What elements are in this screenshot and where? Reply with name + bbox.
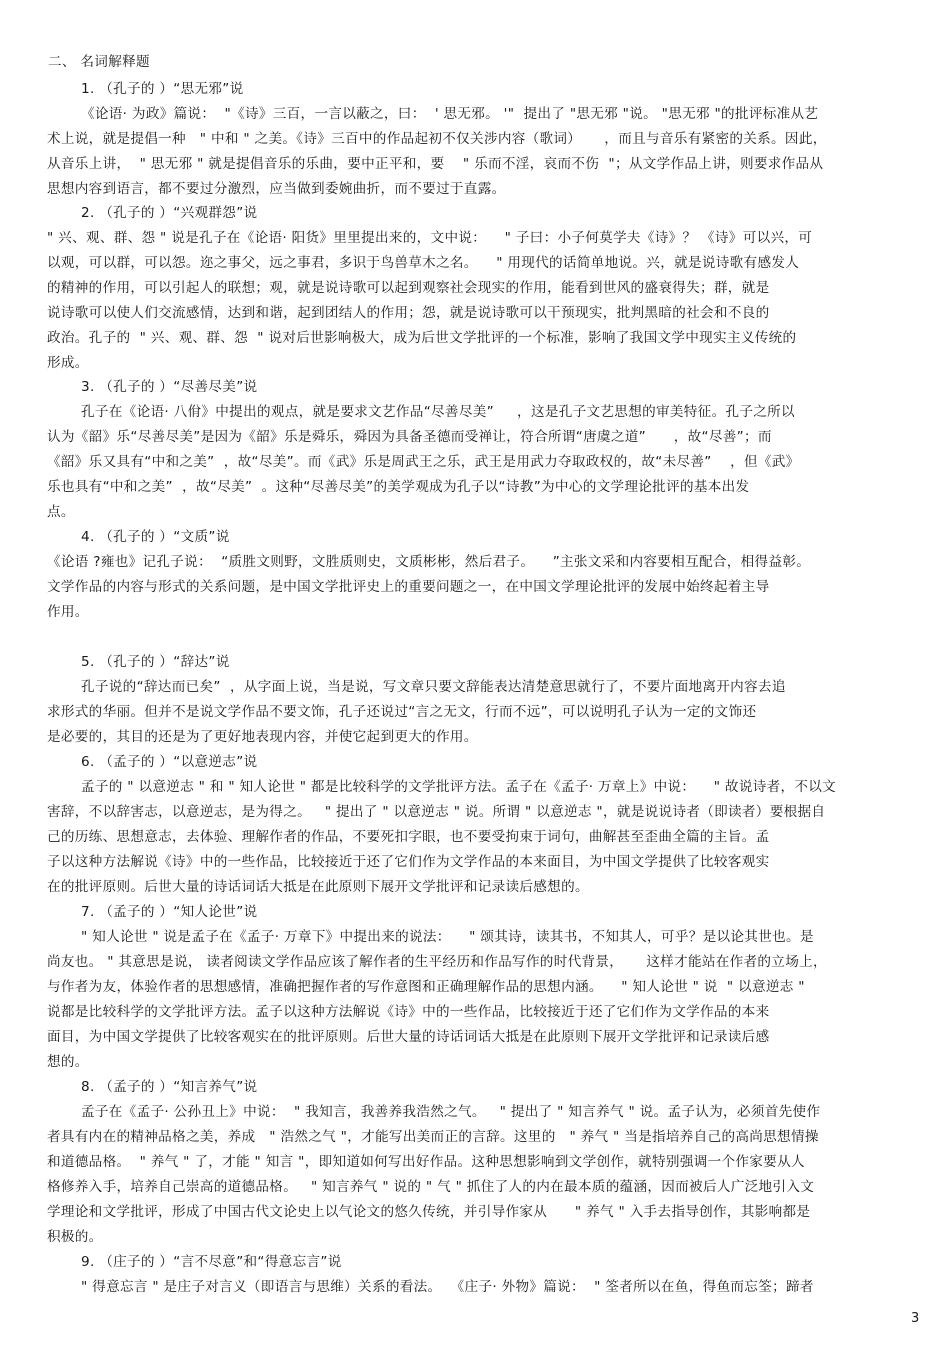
term-heading-8: 8. （孟子的 ）“知言养气”说 xyxy=(81,1079,258,1095)
text-line: 害辞，不以辞害志，以意逆志，是为得之。 " 提出了 " 以意逆志 " 说。所谓 " 以意逆志 "，就是说说诗者（即读者）要根据自 xyxy=(47,804,826,820)
text-line: 在的批评原则。后世大量的诗话词话大抵是在此原则下展开文学批评和记录读后感想的。 xyxy=(47,879,589,895)
page-number: 3 xyxy=(911,1311,920,1326)
term-heading-9: 9. （庄子的 ）“言不尽意”和“得意忘言”说 xyxy=(81,1254,342,1270)
term-heading-2: 2. （孔子的 ）“兴观群怨”说 xyxy=(81,205,258,221)
text-line: 孔子在《论语· 八佾》中提出的观点，就是要求文艺作品“尽善尽美” ，这是孔子文艺思想的审美特征。孔子之所以 xyxy=(81,404,795,420)
term-heading-1: 1. （孔子的 ）“思无邪”说 xyxy=(81,81,244,97)
text-line: 从音乐上讲， " 思无邪 " 就是提倡音乐的乐曲，要中正平和，要 " 乐而不淫，哀而不伤 "；从文学作品上讲，则要求作品从 xyxy=(47,156,824,172)
term-heading-6: 6. （孟子的 ）“以意逆志”说 xyxy=(81,754,258,770)
term-heading-5: 5. （孔子的 ）“辞达”说 xyxy=(81,654,230,670)
text-line: 政治。孔子的 " 兴、观、群、怨 " 说对后世影响极大，成为后世文学批评的一个标准，影响了我国文学中现实主义传统的 xyxy=(47,330,797,346)
text-line: 己的历练、思想意志，去体验、理解作者的作品，不要死扣字眼，也不要受拘束于词句，曲解甚至歪曲全篇的主旨。孟 xyxy=(47,829,770,845)
text-line: 和道德品格。 " 养气 " 了，才能 " 知言 "，即知道如何写出好作品。这种思想影响到文学创作，就特别强调一个作家要从人 xyxy=(47,1154,805,1170)
text-line: 术上说，就是提倡一种 " 中和 " 之美。《诗》三百中的作品起初不仅关涉内容（歌词） ，而且与音乐有紧密的关系。因此， xyxy=(47,131,827,147)
text-line: 《论语 ?雍也》记孔子说： “质胜文则野，文胜质则史，文质彬彬，然后君子。 ”主张文采和内容要相互配合，相得益彰。 xyxy=(47,554,811,570)
text-line: " 兴、观、群、怨 " 说是孔子在《论语· 阳货》里里提出来的，文中说： " 子曰：小子何莫学夫《诗》？ 《诗》可以兴，可 xyxy=(47,230,813,246)
text-line: 孟子在《孟子· 公孙丑上》中说： " 我知言，我善养我浩然之气。 " 提出了 " 知言养气 " 说。孟子认为，必须首先使作 xyxy=(81,1104,821,1120)
text-line: 格修养入手，培养自己崇高的道德品格。 " 知言养气 " 说的 " 气 " 抓住了人的内在最本质的蕴涵，因而被后人广泛地引入文 xyxy=(47,1179,815,1195)
text-line: 学理论和文学批评，形成了中国古代文论史上以气论文的悠久传统，并引导作家从 " 养气 " 入手去指导创作，其影响都是 xyxy=(47,1204,811,1220)
text-line: 以观，可以群，可以怨。迩之事父，远之事君，多识于鸟兽草木之名。 " 用现代的话简单地说。兴，就是说诗歌有感发人 xyxy=(47,255,800,271)
text-line: 文学作品的内容与形式的关系问题，是中国文学批评史上的重要问题之一，在中国文学理论批评的发展中始终起着主导 xyxy=(47,579,770,595)
text-line: 求形式的华丽。但并不是说文学作品不要文饰，孔子还说过“言之无文，行而不远”，可以说明孔子认为一定的文饰还 xyxy=(47,704,757,720)
term-heading-4: 4. （孔子的 ）“文质”说 xyxy=(81,529,230,545)
text-line: 的精神的作用，可以引起人的联想；观，就是说诗歌可以起到观察社会现实的作用，能看到世风的盛衰得失；群，就是 xyxy=(47,280,770,296)
text-line: 者具有内在的精神品格之美，养成 " 浩然之气 "，才能写出美而正的言辞。这里的 " 养气 " 当是指培养自己的高尚思想情操 xyxy=(47,1129,819,1145)
text-line: 作用。 xyxy=(47,604,89,620)
term-heading-3: 3. （孔子的 ）“尽善尽美”说 xyxy=(81,379,258,395)
text-line: 说诗歌可以使人们交流感情，达到和谐，起到团结人的作用；怨，就是说诗歌可以干预现实，批判黑暗的社会和不良的 xyxy=(47,305,770,321)
text-line: 《韶》乐又具有“中和之美” ，故“尽美”。而《武》乐是周武王之乐，武王是用武力夺取政权的，故“未尽善” ，但《武》 xyxy=(47,454,800,470)
text-line: 孟子的 " 以意逆志 " 和 " 知人论世 " 都是比较科学的文学批评方法。孟子在《孟子· 万章上》中说： " 故说诗者，不以文 xyxy=(81,779,837,795)
text-line: 积极的。 xyxy=(47,1229,103,1245)
text-line: 孔子说的“辞达而已矣” ，从字面上说，当是说，写文章只要文辞能表达清楚意思就行了，不要片面地离开内容去追 xyxy=(81,679,786,695)
text-line: 说都是比较科学的文学批评方法。孟子以这种方法解说《诗》中的一些作品，比较接近于还了它们作为文学作品的本来 xyxy=(47,1004,770,1020)
text-line: 面目，为中国文学提供了比较客观实在的批评原则。后世大量的诗话词话大抵是在此原则下展开文学批评和记录读后感 xyxy=(47,1029,770,1045)
text-line: 点。 xyxy=(47,504,75,520)
text-line: 尚友也。 " 其意思是说， 读者阅读文学作品应该了解作者的生平经历和作品写作的时代背景， 这样才能站在作者的立场上， xyxy=(47,954,827,970)
text-line: 认为《韶》乐“尽善尽美”是因为《韶》乐是舜乐，舜因为具备圣德而受禅让，符合所谓“唐虞之道” ，故“尽善”；而 xyxy=(47,429,772,445)
term-heading-7: 7. （孟子的 ）“知人论世”说 xyxy=(81,904,258,920)
section-heading: 二、 名词解释题 xyxy=(48,54,150,70)
text-line: 形成。 xyxy=(47,355,89,371)
text-line: 乐也具有“中和之美” ，故“尽美” 。这种“尽善尽美”的美学观成为孔子以“诗教”为中心的文学理论批评的基本出发 xyxy=(47,479,750,495)
text-line: 与作者为友，体验作者的思想感情，准确把握作者的写作意图和正确理解作品的思想内涵。 " 知人论世 " 说 " 以意逆志 " xyxy=(47,979,805,995)
text-line: " 知人论世 " 说是孟子在《孟子· 万章下》中提出来的说法： " 颂其诗，读其书，不知其人，可乎？是以论其世也。是 xyxy=(81,929,814,945)
text-line: 子以这种方法解说《诗》中的一些作品，比较接近于还了它们作为文学作品的本来面目，为中国文学提供了比较客观实 xyxy=(47,854,770,870)
text-line: 《论语· 为政》篇说： "《诗》三百，一言以蔽之，曰： ' 思无邪。 '" 提出了 "思无邪 "说。 "思无邪 "的批评标准从艺 xyxy=(81,106,819,122)
text-line: 想的。 xyxy=(47,1054,89,1070)
text-line: 是必要的，其目的还是为了更好地表现内容，并使它起到更大的作用。 xyxy=(47,729,478,745)
text-line: 思想内容到语言，都不要过分激烈，应当做到委婉曲折，而不要过于直露。 xyxy=(47,181,506,197)
text-line: " 得意忘言 " 是庄子对言义（即语言与思维）关系的看法。 《庄子· 外物》篇说： " 筌者所以在鱼，得鱼而忘筌；蹄者 xyxy=(81,1279,814,1295)
